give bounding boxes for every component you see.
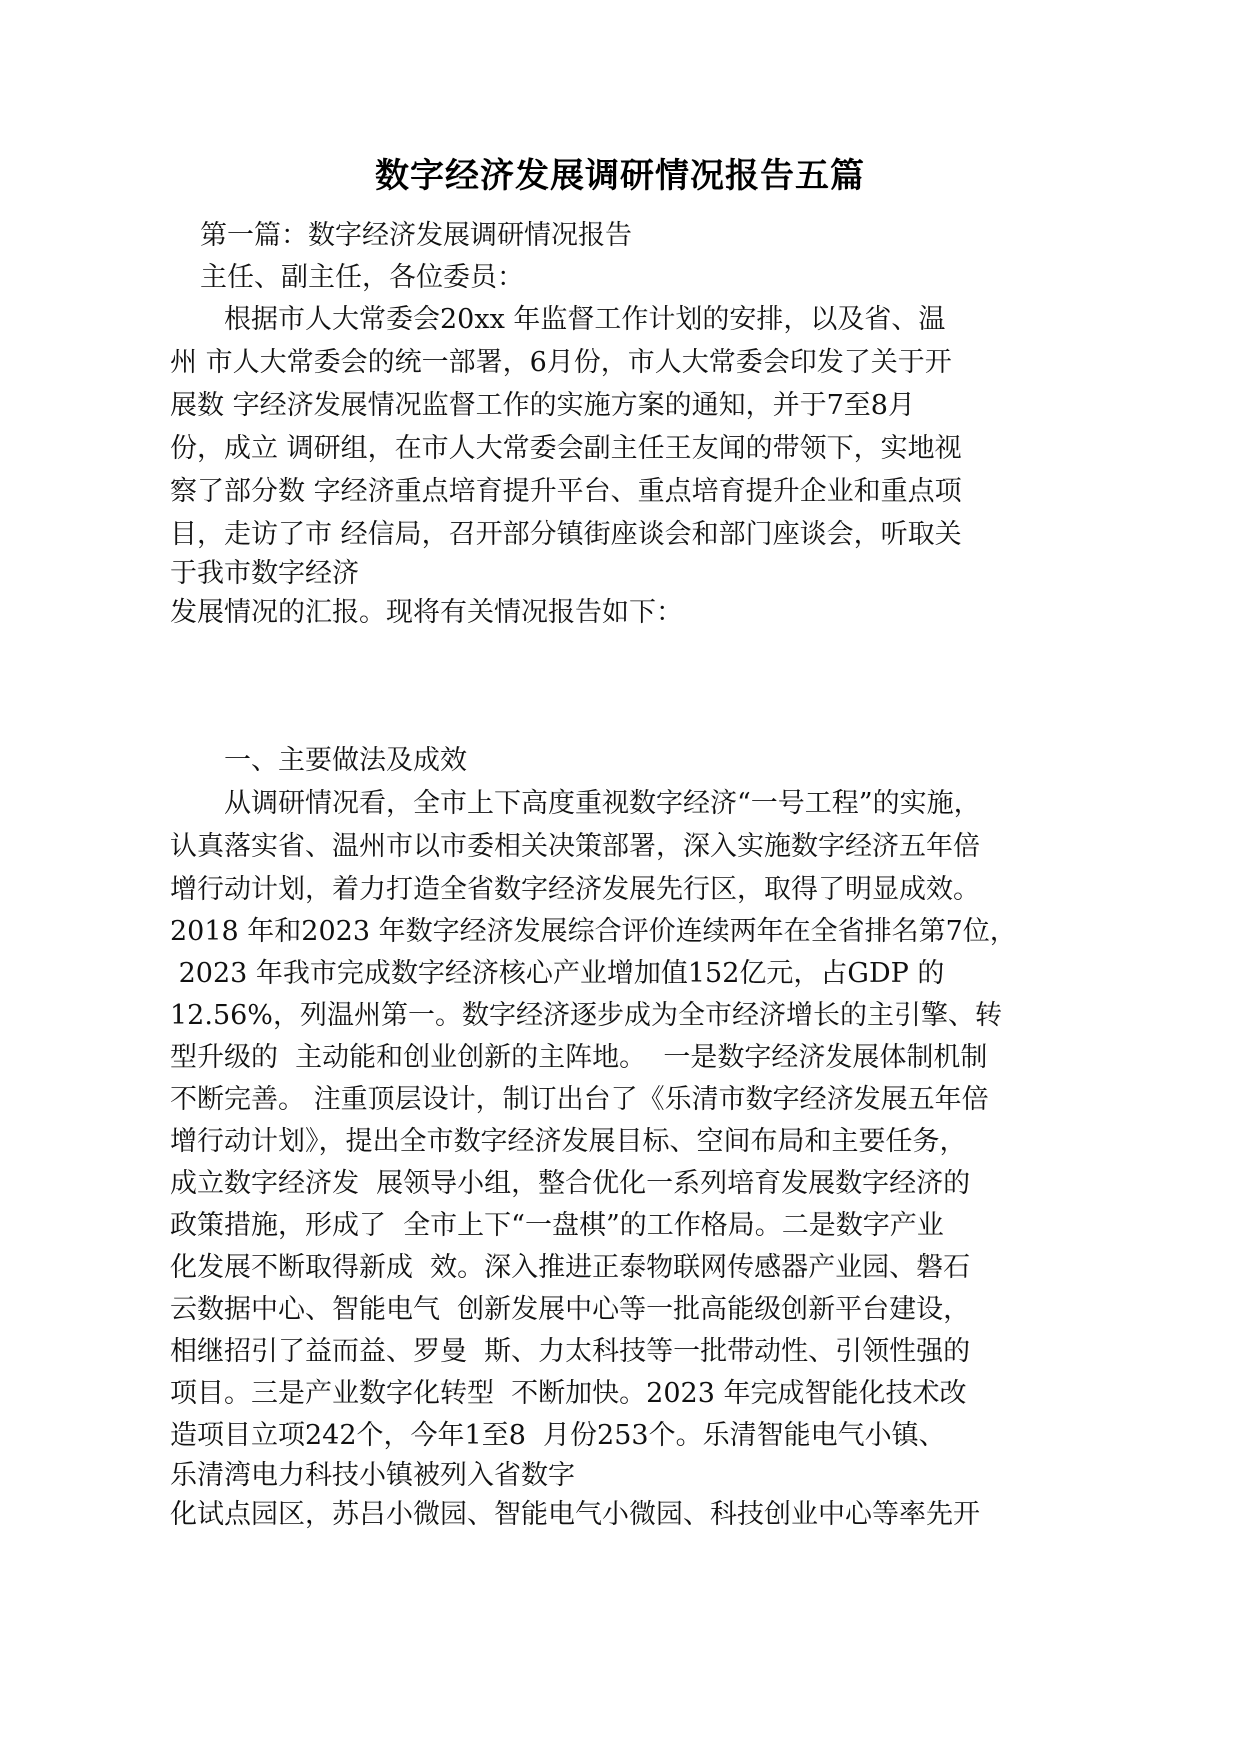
- text-line: 第一篇：数字经济发展调研情况报告: [200, 220, 632, 251]
- text-line: 型升级的 主动能和创业创新的主阵地。 一是数字经济发展体制机制: [170, 1042, 988, 1073]
- text-line: 云数据中心、智能电气 创新发展中心等一批高能级创新平台建设，: [170, 1294, 971, 1325]
- text-line: 份，成立 调研组，在市人大常委会副主任王友闻的带领下，实地视: [170, 433, 962, 464]
- text-line: 不断完善。 注重顶层设计，制订出台了《乐清市数字经济发展五年倍: [170, 1084, 989, 1115]
- text-line: 于我市数字经济: [170, 558, 359, 589]
- text-line: 12.56%，列温州第一。数字经济逐步成为全市经济增长的主引擎、转: [170, 1000, 1002, 1031]
- text-line: 州 市人大常委会的统一部署，6月份，市人大常委会印发了关于开: [170, 347, 952, 378]
- text-line: 2023 年我市完成数字经济核心产业增加值152亿元，占GDP 的: [170, 958, 945, 989]
- text-line: 增行动计划》，提出全市数字经济发展目标、空间布局和主要任务，: [170, 1126, 967, 1157]
- text-line: 化发展不断取得新成 效。深入推进正泰物联网传感器产业园、磐石: [170, 1252, 971, 1283]
- section-heading: 一、主要做法及成效: [224, 745, 467, 776]
- text-line: 成立数字经济发 展领导小组，整合优化一系列培育发展数字经济的: [170, 1168, 971, 1199]
- text-line: 根据市人大常委会20xx 年监督工作计划的安排，以及省、温: [224, 304, 946, 335]
- text-line: 展数 字经济发展情况监督工作的实施方案的通知，并于7至8月: [170, 390, 915, 421]
- text-line: 2018 年和2023 年数字经济发展综合评价连续两年在全省排名第7位，: [170, 916, 1017, 947]
- text-line: 发展情况的汇报。现将有关情况报告如下：: [170, 597, 683, 628]
- text-line: 乐清湾电力科技小镇被列入省数字: [170, 1460, 575, 1491]
- text-line: 主任、副主任，各位委员：: [200, 262, 524, 293]
- text-line: 造项目立项242个，今年1至8 月份253个。乐清智能电气小镇、: [170, 1420, 946, 1451]
- text-line: 从调研情况看，全市上下高度重视数字经济“一号工程”的实施，: [224, 788, 981, 819]
- text-line: 政策措施，形成了 全市上下“一盘棋”的工作格局。二是数字产业: [170, 1210, 944, 1241]
- text-line: 察了部分数 字经济重点培育提升平台、重点培育提升企业和重点项: [170, 476, 962, 507]
- text-line: 化试点园区，苏吕小微园、智能电气小微园、科技创业中心等率先开: [170, 1499, 980, 1530]
- text-line: 增行动计划，着力打造全省数字经济发展先行区，取得了明显成效。: [170, 874, 980, 905]
- text-line: 目，走访了市 经信局，召开部分镇街座谈会和部门座谈会，听取关: [170, 519, 962, 550]
- text-line: 认真落实省、温州市以市委相关决策部署，深入实施数字经济五年倍: [170, 831, 980, 862]
- text-line: 相继招引了益而益、罗曼 斯、力太科技等一批带动性、引领性强的: [170, 1336, 971, 1367]
- document-title: 数字经济发展调研情况报告五篇: [375, 156, 865, 196]
- text-line: 项目。三是产业数字化转型 不断加快。2023 年完成智能化技术改: [170, 1378, 967, 1409]
